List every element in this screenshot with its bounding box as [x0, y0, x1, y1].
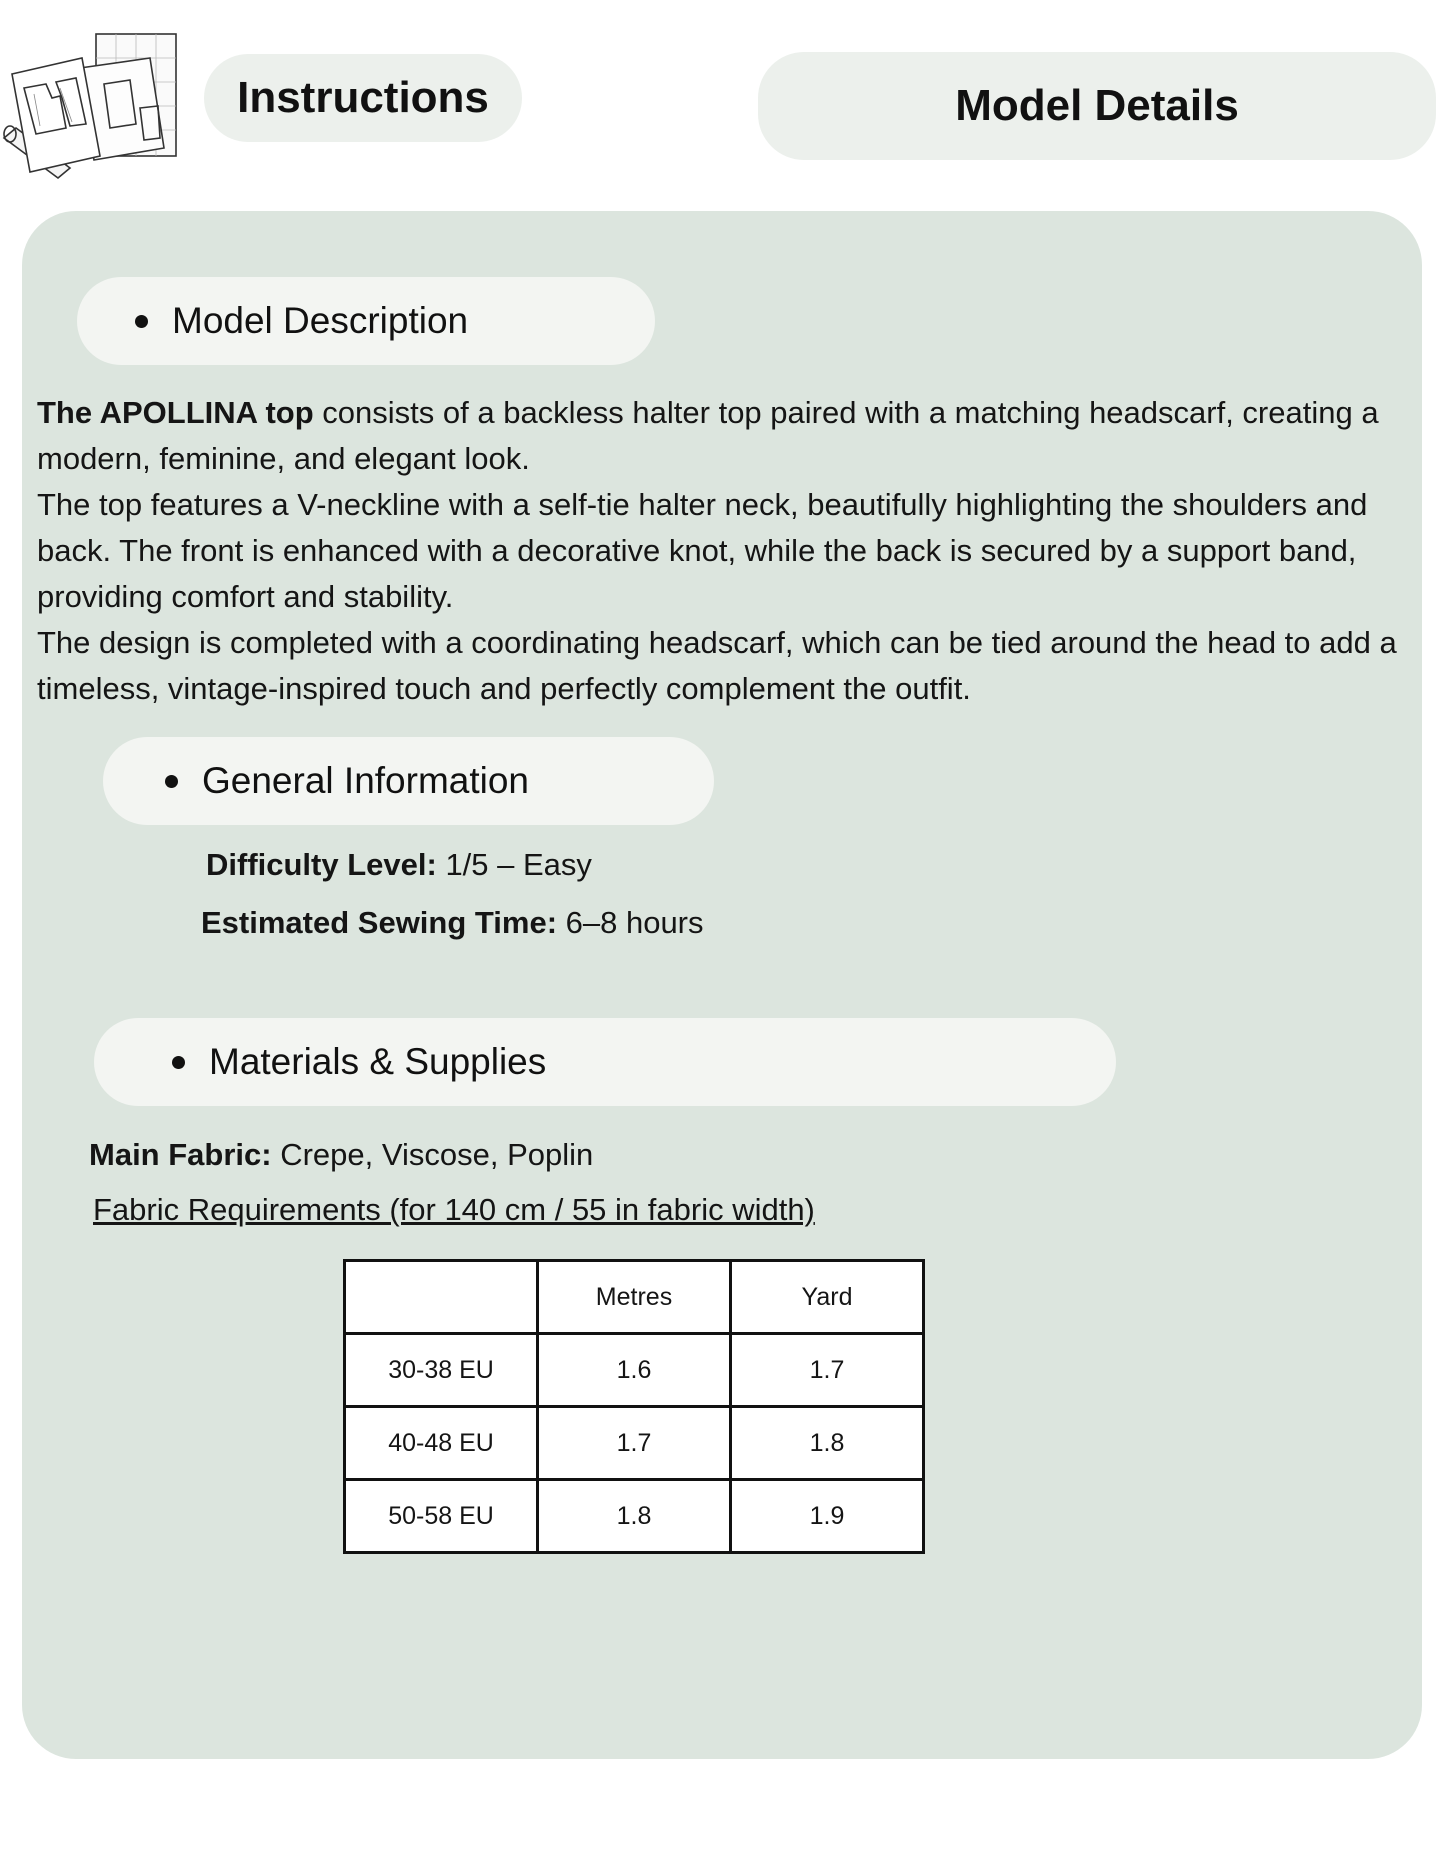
sewing-time-value: 6–8 hours	[557, 905, 704, 940]
table-cell: 1.6	[538, 1334, 731, 1407]
table-row	[345, 1407, 924, 1480]
table-row	[345, 1480, 924, 1553]
sewing-pattern-icon	[0, 28, 182, 186]
section-heading-materials-supplies	[94, 1018, 1116, 1106]
table-header-row	[345, 1261, 924, 1334]
fabric-requirements-heading: Fabric Requirements (for 140 cm / 55 in fabric width)	[93, 1192, 815, 1227]
main-fabric-value: Crepe, Viscose, Poplin	[271, 1137, 594, 1172]
tab-model-details[interactable]	[758, 52, 1436, 160]
section-heading-label: General Information	[202, 760, 530, 801]
bullet-icon	[165, 775, 178, 788]
bullet-icon	[172, 1056, 185, 1069]
main-fabric	[89, 1137, 593, 1173]
tab-instructions[interactable]	[204, 54, 522, 142]
sewing-time-label: Estimated Sewing Time:	[201, 905, 558, 940]
table-cell: 1.8	[731, 1407, 924, 1480]
tab-instructions-label: Instructions	[237, 73, 489, 122]
table-cell: 1.7	[538, 1407, 731, 1480]
fabric-requirements-table	[343, 1259, 925, 1554]
model-name: The APOLLINA top	[37, 395, 314, 430]
table-row	[345, 1334, 924, 1407]
bullet-icon	[135, 315, 148, 328]
model-description-text	[37, 390, 1407, 712]
section-heading-label: Materials & Supplies	[209, 1041, 547, 1082]
table-header-cell: Metres	[538, 1261, 731, 1334]
table-cell: 40-48 EU	[345, 1407, 538, 1480]
tab-model-details-label: Model Details	[955, 81, 1239, 130]
section-heading-label: Model Description	[172, 300, 469, 341]
section-heading-model-description	[77, 277, 655, 365]
description-paragraph-3: The design is completed with a coordinating headscarf, which can be tied around the head to add a timeless, vintage-inspired touch and perfectly complement the outfit.	[37, 625, 1397, 706]
table-cell: 1.9	[731, 1480, 924, 1553]
table-cell: 30-38 EU	[345, 1334, 538, 1407]
table-cell: 1.8	[538, 1480, 731, 1553]
difficulty-label: Difficulty Level:	[206, 847, 437, 882]
sewing-time	[201, 905, 704, 941]
main-fabric-label: Main Fabric:	[89, 1137, 272, 1172]
table-cell: 50-58 EU	[345, 1480, 538, 1553]
difficulty-value: 1/5 – Easy	[436, 847, 592, 882]
section-heading-general-information	[103, 737, 714, 825]
table-header-cell	[345, 1261, 538, 1334]
difficulty-level	[206, 847, 592, 883]
table-header-cell: Yard	[731, 1261, 924, 1334]
table-cell: 1.7	[731, 1334, 924, 1407]
description-paragraph-1: The APOLLINA top consists of a backless halter top paired with a matching headscarf, creating a modern, feminine, and elegant look.	[37, 395, 1379, 476]
description-paragraph-2: The top features a V-neckline with a self-tie halter neck, beautifully highlighting the shoulders and back. The front is enhanced with a decorative knot, while the back is secured by a support band, providing comfort and stability.	[37, 487, 1368, 614]
